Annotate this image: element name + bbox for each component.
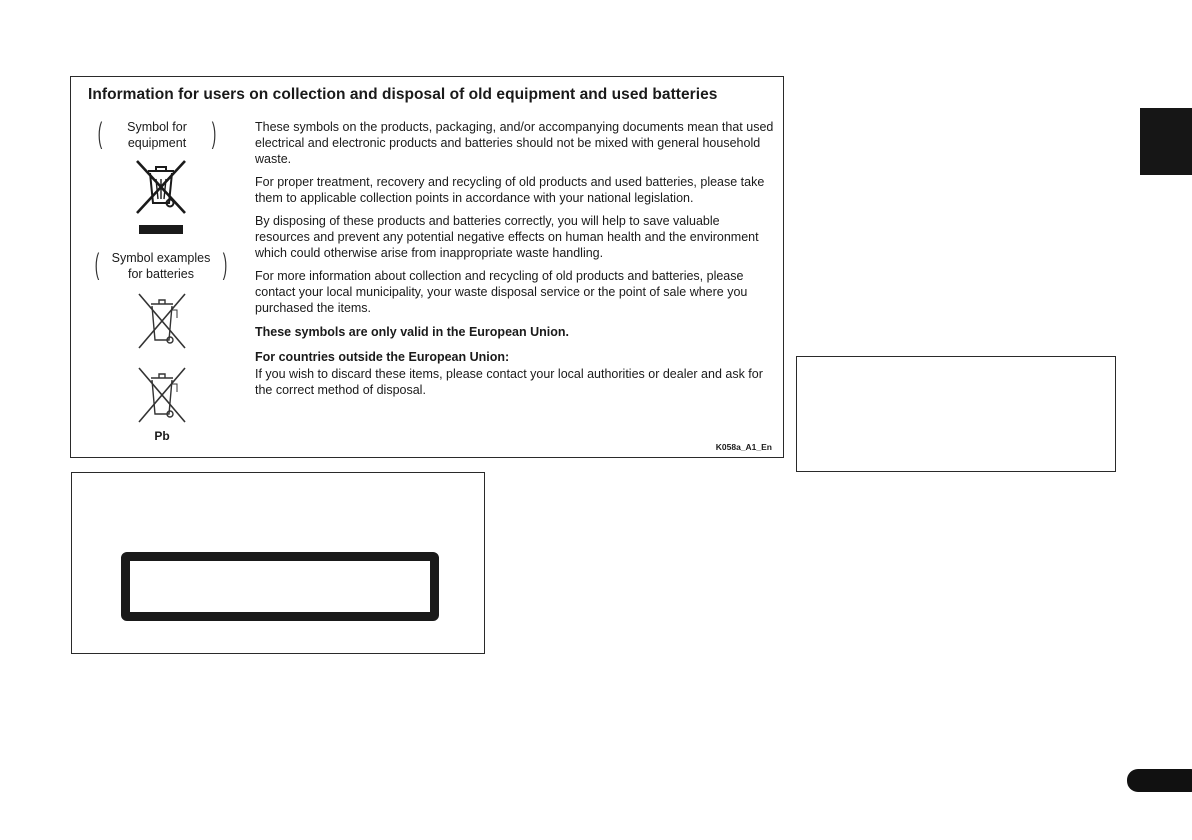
notice-text — [255, 119, 775, 405]
outside-eu-text: If you wish to discard these items, please contact your local authorities or dealer and ask for the correct method of disposal. — [255, 367, 763, 397]
battery-bin-icon — [135, 290, 189, 352]
notice-paragraph: These symbols on the products, packaging, and/or accompanying documents mean that used electrical and electronic products and batteries should not be mixed with general household waste. — [255, 120, 774, 166]
pb-label: Pb — [154, 429, 170, 443]
page-number-tab — [1127, 769, 1192, 792]
notice-paragraph: By disposing of these products and batteries correctly, you will help to save valuable resources and prevent any potential negative effects on human health and the environment which could otherwise arise from inappropriate waste handling. — [255, 214, 759, 260]
crossed-out-wheeled-bin-icon — [134, 157, 188, 215]
notice-title: Information for users on collection and disposal of old equipment and used batteries — [88, 86, 718, 103]
symbol-column — [71, 77, 251, 457]
solid-bar-mark — [139, 225, 183, 234]
right-notice-box — [796, 356, 1116, 472]
label-box — [71, 472, 485, 654]
outside-eu-heading: For countries outside the European Union: — [255, 350, 510, 364]
eu-only-statement: These symbols are only valid in the European Union. — [255, 325, 569, 339]
weee-notice-box — [70, 76, 784, 458]
document-code: K058a_A1_En — [715, 442, 772, 452]
class-label-frame — [121, 552, 439, 621]
notice-paragraph: For more information about collection and recycling of old products and batteries, please contact your local municipality, your waste disposal service or the point of sale where you purchased the items. — [255, 269, 748, 315]
symbol-equipment-label: ( Symbol for equipment ) — [97, 117, 217, 150]
section-tab — [1140, 108, 1192, 175]
notice-paragraph: For proper treatment, recovery and recycling of old products and used batteries, please take them to applicable collection points in accordance with your national legislation. — [255, 175, 765, 205]
battery-bin-pb-icon — [135, 364, 189, 426]
symbol-batteries-label: ( Symbol examples for batteries ) — [94, 248, 228, 281]
